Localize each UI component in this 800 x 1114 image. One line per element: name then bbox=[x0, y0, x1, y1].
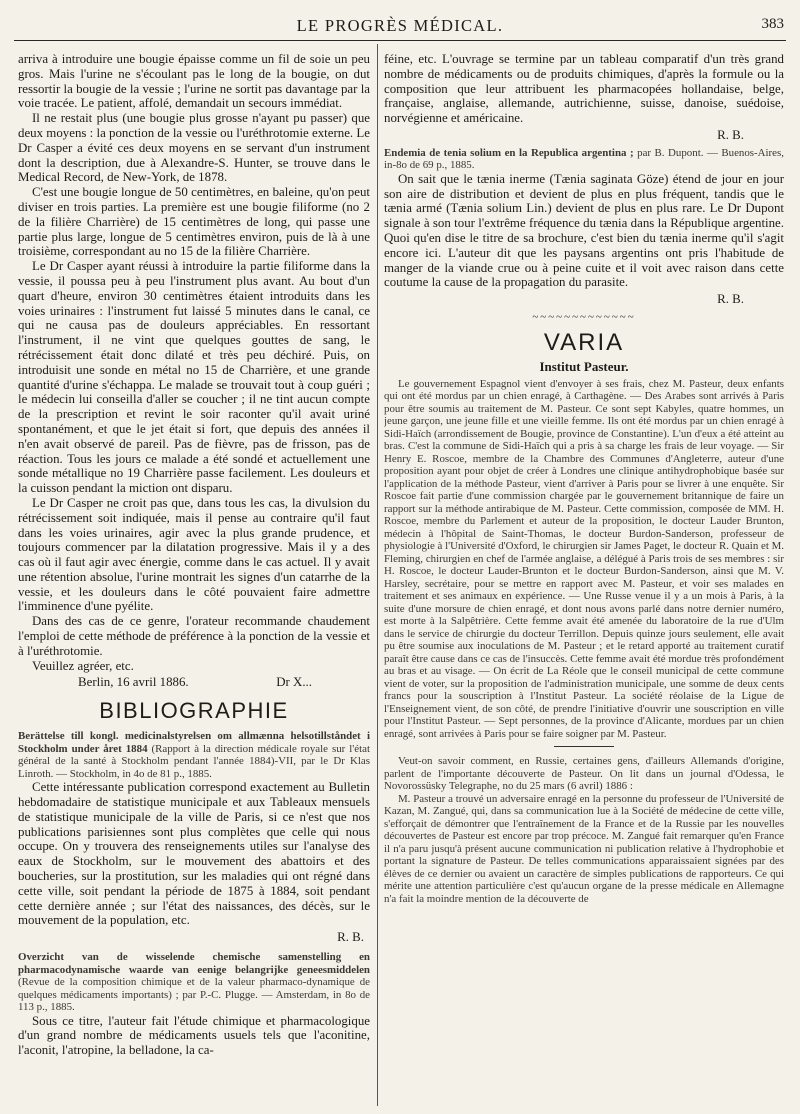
separator-rule bbox=[554, 746, 614, 747]
column-divider bbox=[377, 44, 378, 1106]
entry-details: par B. Dupont. — Buenos-Aires, in-8o de 69 p., 1885. bbox=[384, 146, 784, 172]
section-title-varia: VARIA bbox=[543, 328, 625, 356]
signature-initials: R. B. bbox=[337, 930, 364, 945]
entry-heading: Endemia de tenia solium en la Republica argentina ; bbox=[384, 146, 634, 159]
paragraph: Le Dr Casper ne croit pas que, dans tous les cas, la divulsion du rétrécissement soit indiquée, mais il pense au contraire qu'il faut dans les voies urinaires, agir avec la plus grande prudence, et toujours commencer par la dilatation progressive. Mais il y a des cas où il faut agir avec énergie, comme dans le cas actuel. Il y avait une rétention absolue, l'urine montrait les signes d'un catarrhe de la vessie, et les douleurs dans le côté pouvaient faire admettre l'imminence d'une pyélite. bbox=[18, 495, 370, 614]
paragraph: Sous ce titre, l'auteur fait l'étude chimique et pharmacologique d'un grand nombre de médicaments usuels tels que l'aconitine, l'aconit, l'atropine, la belladone, la ca- bbox=[18, 1013, 370, 1058]
signature-place-date: Berlin, 16 avril 1886. bbox=[78, 675, 189, 690]
signature-name: Dr X... bbox=[276, 675, 312, 690]
bibliography-entry bbox=[18, 730, 370, 780]
page-number: 383 bbox=[761, 16, 784, 32]
review-signature bbox=[384, 128, 784, 143]
entry-details: (Revue de la composition chimique et de la valeur pharmaco-dynamique de quelques médicaments importants) ; par P.-C. Plugge. — Amsterdam, in 8o de 113 p., 1885. bbox=[18, 976, 370, 1014]
letter-signature bbox=[78, 675, 370, 690]
header-rule bbox=[14, 40, 786, 41]
review-signature bbox=[384, 292, 784, 307]
entry-heading: Berättelse till kongl. medicinalstyrelsen om allmænna helsotillståndet i Stockholm under året 1884 bbox=[18, 730, 370, 755]
news-paragraph: M. Pasteur a trouvé un adversaire enragé en la personne du professeur de l'Université de Kazan, M. Zangué, qui, dans sa communication lue à la Société de médecine de cette ville, s'efforçait de démontrer que l'entraînement de la France et de la Russie par les nouvelles découvertes de Pasteur est encore par trop précoce. M. Zangué fait remarquer qu'en France il n'a paru jusqu'à présent aucune communication ni publication relative à l'hydrophobie et portant la signature de Pasteur. De telles communications apparaissaient signées par des élèves de ce dernier ou avaient un caractère de simples publications de rapporteurs. Ce qui mérite une attention particulière c'est qu'aucun organe de la presse médicale en Allemagne n'a fait la moindre mention de la découverte de bbox=[384, 792, 784, 905]
news-paragraph: Veut-on savoir comment, en Russie, certaines gens, d'ailleurs Allemands d'origine, parlent de l'importante découverte de Pasteur. On lit dans un journal d'Odessa, le Novorossüsky Telegraphe, no du 25 mars (6 avril) 1886 : bbox=[384, 755, 784, 793]
entry-details: (Rapport à la direction médicale royale sur l'état général de la santé à Stockholm pendant l'année 1884)-VII, par le Dr Klas Linroth. — Stockholm, in 4o de 81 p., 1885. bbox=[18, 742, 370, 780]
running-header bbox=[0, 10, 800, 36]
paragraph: Il ne restait plus (une bougie plus grosse n'ayant pu passer) que deux moyens : la ponction de la vessie ou l'uréthrotomie externe. Le Dr Casper a évité ces deux moyens en se servant d'un instrument dont la description, due à Alexandre-S. Hunter, se trouve dans le Medical Record, de New-York, de 1878. bbox=[18, 111, 370, 185]
bibliography-entry bbox=[384, 147, 784, 172]
subsection-title: Institut Pasteur. bbox=[539, 358, 629, 374]
paragraph: On sait que le tænia inerme (Tænia saginata Göze) étend de jour en jour son aire de distribution et devient de plus en plus fréquent, tandis que le tænia armé (Tænia solium Lin.) devient de plus en plus rare. Le Dr Dupont signale à son tour l'extrême fréquence du tænia dans la République argentine. Quoi qu'en dise le titre de sa brochure, c'est bien du tænia inerme qu'il s'agit encore ici. L'auteur dit que les paysans argentins ont pris l'habitude de manger de la viande crue ou à peine cuite et il voit avec raison dans cette coutume la cause de la propagation du parasite. bbox=[384, 171, 784, 290]
left-column bbox=[18, 52, 370, 1110]
section-ornament: ~~~~~~~~~~~~~ bbox=[532, 310, 636, 323]
journal-title: LE PROGRÈS MÉDICAL. bbox=[296, 16, 504, 35]
signature-initials: R. B. bbox=[717, 292, 744, 307]
paragraph: Le Dr Casper ayant réussi à introduire la partie filiforme dans la vessie, il poussa peu à peu l'instrument plus avant. Au bout d'un quart d'heure, environ 30 centimètres étaient introduits dans les voies urinaires : l'instrument fut laissé 5 minutes dans le canal, ce qui ne causa pas de douleurs appréciables. En ressortant l'instrument, il ne vint que quelques gouttes de sang, le rétrécissement était donc dilaté et très peu déchiré. Puis, on introduisit une sonde en métal no 15 de Charrière, et une grande quantité d'urine s'échappa. Le malade se trouvait tout à coup guéri ; le médecin lui conseilla d'aller se coucher ; il ne tint aucun compte de la prescription et revint le soir raconter qu'il avait uriné spontanément, et que le jet était si fort, que depuis des années il n'en avait observé de pareil. Pas de fièvre, pas de frisson, pas de réaction. Tous les jours ce malade a été sondé et actuellement une sonde métallique no 19 Charrière passe facilement. Les douleurs et la cuisson pendant la miction ont disparu. bbox=[18, 259, 370, 496]
paragraph: Veuillez agréer, etc. bbox=[32, 658, 134, 673]
signature-initials: R. B. bbox=[717, 127, 744, 142]
paragraph: féine, etc. L'ouvrage se termine par un tableau comparatif d'un très grand nombre de médicaments ou de produits chimiques, d'après la formule ou la composition que leur attribuent les pharmacopées hollandaise, belge, française, anglaise, allemande, autrichienne, suisse, danoise, suédoise, norvégienne et américaine. bbox=[384, 52, 784, 126]
review-signature bbox=[18, 930, 370, 945]
section-title-bibliographie: BIBLIOGRAPHIE bbox=[99, 698, 289, 724]
entry-heading: Overzicht van de wisselende chemische samenstelling en pharmacodynamische waarde van eenige belangrijke geneesmiddelen bbox=[18, 951, 370, 976]
paragraph: Cette intéressante publication correspond exactement au Bulletin hebdomadaire de statistique municipale et aux Tableaux mensuels de statistique municipale de la ville de Paris, si ce n'est que nos publications parisiennes sont plus complètes que celle qui nous occupe. On y trouvera des renseignements utiles sur l'analyse des eaux de Stockholm, sur le mouvement des abattoirs et des boucheries, sur la prostitution, sur les maladies qui ont régné dans cette ville, soit pendant la période de 1875 à 1884, soit pendant cette dernière année ; sur l'état des naissances, des décès, sur le mouvement de la population, etc. bbox=[18, 780, 370, 928]
news-paragraph: Le gouvernement Espagnol vient d'envoyer à ses frais, chez M. Pasteur, deux enfants qui ont été mordus par un chien enragé, à Carthagène. — Des Arabes sont arrivés à Paris pour être soumis au traitement de M. Pasteur. Ce sont sept Kabyles, quatre hommes, un jeune garçon, une jeune fille et une vieille femme. Ils ont été mordus par un chien enragé à Sidi-Haïch (arrondissement de Bougie, province de Constantine). L'un d'eux a été atteint au bras. C'est la commune de Sidi-Haïch qui a pris à sa charge les frais de leur voyage. — Sir Henry E. Roscoe, membre de la Chambre des Communes d'Angleterre, auteur d'une proposition ayant pour objet de créer à Londres une clinique antihydrophobique basée sur l'application de la méthode Pasteur, vient d'arriver à Paris pour se livrer à une enquête. Sir Roscoe fait partie d'une commission chargée par le gouvernement britannique de faire un rapport sur la méthode antirabique de M. Pasteur. Cette commission, composée de MM. H. Roscoe, membre du Parlement et auteur de la proposition, le docteur Lauder Brunton, médecin à l'hôpital de Saint-Thomas, le docteur Burdon-Sanderson, professeur de physiologie à l'Université d'Oxford, le chirurgien sir James Paget, le docteur R. Quain et M. Fleming, chirurgien en chef de l'armée anglaise, a délégué à Paris trois de ses membres : sir H. Roscoe, le docteur Lauder-Brunton et le docteur Burdon-Sanderson, ainsi que M. V. Harsley, secrétaire, pour se mettre en rapport avec M. Pasteur, et voir ses malades en traitement et ses animaux en expérience. — Une Russe venue il y a un mois à Paris, à la suite d'une morsure de chien enragé, et dont nous avons parlé dans notre dernier numéro, est morte à la Salpêtrière. Cette femme avait été amenée du laboratoire de la rue d'Ulm dans le service de chirurgie du docteur Terrillon. Depuis quinze jours seulement, elle avait pu être soumise aux inoculations de M. Pasteur ; et le retard apporté au traitement curatif paraît être cause dans ce cas de l'insuccès. Cette femme avait été mordue très profondément au bras et au visage. — On écrit de La Réole que le conseil municipal de cette commune vient de voter, sur la proposition de l'administration municipale, une somme de deux cents francs pour la souscription à l'Institut Pasteur. La société réolaise de la Ligue de l'Enseignement vient, de son côté, de prendre l'initiative d'ouvrir une souscription en ville pour l'Institut Pasteur. — Sept personnes, de la province d'Alicante, mordues par un chien enragé, sont arrivées à Paris pour se faire soigner par M. Pasteur. bbox=[384, 377, 784, 740]
paragraph: arriva à introduire une bougie épaisse comme un fil de soie un peu gros. Mais l'urine ne s'écoulant pas le long de la bougie, on dut ressortir la bougie de la vessie ; l'urine ne sortit pas davantage par la voie tracée. Le patient, affolé, demandait un secours immédiat. bbox=[18, 52, 370, 111]
paragraph: C'est une bougie longue de 50 centimètres, en baleine, qu'on peut diviser en trois parties. La première est une bougie filiforme (no 2 de la filière Charrière) de 15 centimètres de long, qui passe une partie plus large, longue de 5 centimètres environ, puis de là à une troisième, correspondant au no 15 de la filière Charrière. bbox=[18, 185, 370, 259]
bibliography-entry bbox=[18, 951, 370, 1014]
right-column bbox=[384, 52, 784, 1110]
paragraph: Dans des cas de ce genre, l'orateur recommande chaudement l'emploi de cette méthode de préférence à la ponction de la vessie et à l'uréthrotomie. bbox=[18, 614, 370, 658]
